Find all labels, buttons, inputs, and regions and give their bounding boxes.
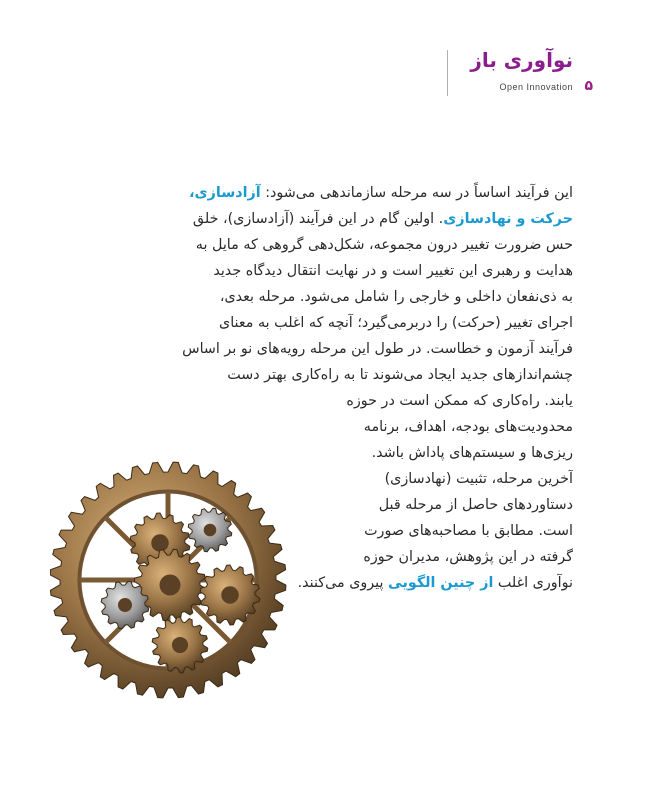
gear-top-left-hub (151, 534, 169, 552)
text-line: یابند. راه‌کاری که ممکن است در حوزه (346, 393, 573, 409)
text-line: گرفته در این پژوهش، مدیران حوزه (363, 549, 573, 565)
gear-bottom-hub (172, 637, 188, 653)
highlight-text: از چنین الگویی (388, 575, 494, 591)
page-header (453, 48, 593, 104)
text-line: ریزی‌ها و سیستم‌های پاداش باشد. (371, 445, 573, 461)
text-line: دستاوردهای حاصل از مرحله قبل (378, 497, 573, 513)
gear-center-hub (160, 575, 181, 596)
text-line: حس ضرورت تغییر درون مجموعه، شکل‌دهی گروهی که مایل به (195, 237, 573, 253)
text-line (113, 180, 573, 206)
text-line: آخرین مرحله، تثبیت (نهادسازی) (384, 471, 573, 487)
gear-top-right-hub (204, 524, 217, 537)
brand-subtitle: Open Innovation (499, 82, 573, 92)
gear-left-hub (118, 598, 132, 612)
text-segment: . اولین گام در این فرآیند (آزادسازی)، خلق (192, 211, 444, 227)
highlight-text: حرکت و نهادسازی (443, 211, 573, 227)
brand-title: نوآوری باز (470, 48, 573, 72)
gear-right-hub (221, 586, 239, 604)
text-line (113, 206, 573, 232)
text-line: است. مطابق با مصاحبه‌های صورت (364, 523, 573, 539)
text-line: به ذی‌نفعان داخلی و خارجی را شامل می‌شود. مرحله بعدی، (219, 289, 573, 305)
text-line: چشم‌اندازهای جدید ایجاد می‌شوند تا به راه‌کاری بهتر دست (227, 367, 573, 383)
gears-illustration (50, 445, 290, 715)
highlight-text: آزادسازی، (189, 185, 261, 201)
text-line: هدایت و رهبری این تغییر است و در نهایت انتقال دیدگاه جدید (213, 263, 573, 279)
gears-icon (50, 445, 290, 715)
header-divider (447, 50, 448, 96)
text-segment: پیروی می‌کنند. (297, 575, 389, 591)
text-segment: این فرآیند اساساً در سه مرحله سازماندهی می‌شود: (260, 185, 573, 201)
page-number: ۵ (584, 78, 593, 94)
text-line: فرآیند آزمون و خطاست. در طول این مرحله رویه‌های نو بر اساس (182, 341, 573, 357)
text-line: محدودیت‌های بودجه، اهداف، برنامه (363, 419, 573, 435)
text-line (243, 570, 573, 596)
text-segment: نوآوری اغلب (493, 575, 573, 591)
text-line: اجرای تغییر (حرکت) را دربرمی‌گیرد؛ آنچه که اغلب به معنای (219, 315, 573, 331)
